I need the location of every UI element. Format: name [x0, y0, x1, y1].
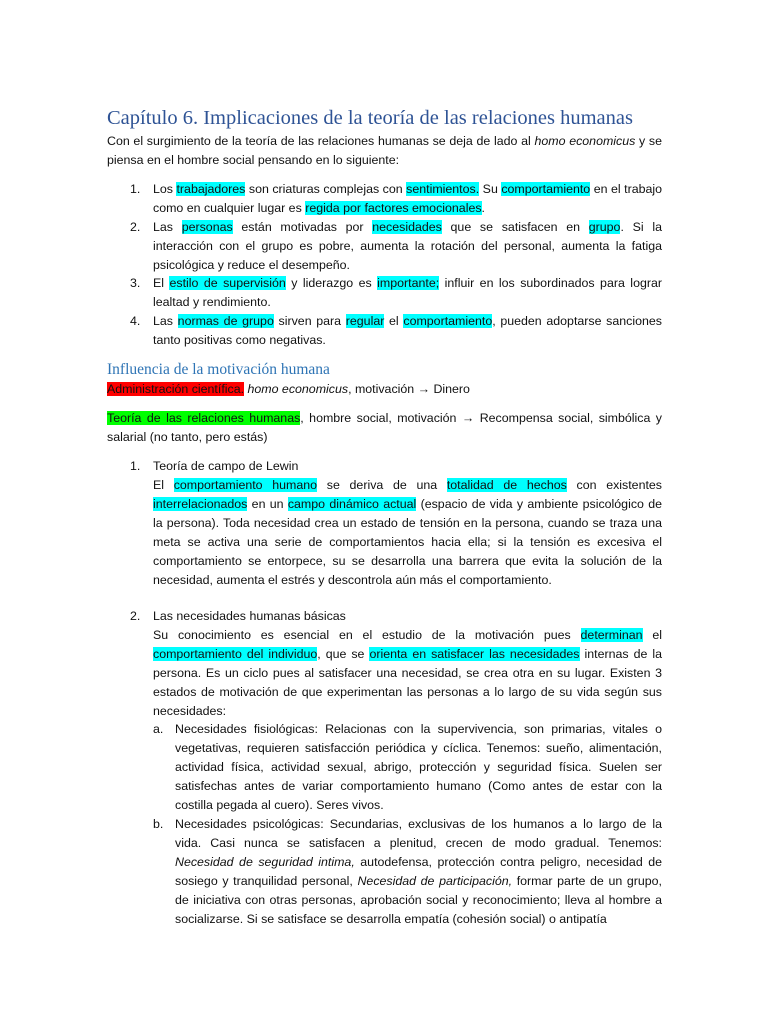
highlight: necesidades	[372, 220, 442, 234]
highlight: campo dinámico actual	[287, 497, 417, 511]
highlight: comportamiento	[403, 314, 493, 328]
list2-number-1: 1.	[130, 459, 141, 473]
highlight: regular	[345, 314, 385, 328]
green-highlight: Teoría de las relaciones humanas	[107, 411, 301, 425]
highlight: trabajadores	[176, 182, 246, 196]
highlight: totalidad de hechos	[446, 478, 567, 492]
sub-item-a: Necesidades fisiológicas: Relacionas con la supervivencia, son primarias, vitales o vegetativas, requieren satisfacción periódica y cíclica. Tenemos: sueño, alimentación, actividad física, actividad sexual, abrigo, protección y seguridad física. Suelen ser satisfechas antes de variar comportamiento humano (Como antes de estar con la costilla pegada al cuero). Seres vivos.	[175, 722, 662, 812]
intro-italic: homo economicus	[534, 134, 636, 148]
highlight: sentimientos.	[406, 182, 480, 196]
list1-item-1: Los trabajadores son criaturas complejas con sentimientos. Su comportamiento en el trabajo como en cualquier lugar es regida por factores emocionales.	[153, 182, 663, 215]
list1-item-2: Las personas están motivadas por necesidades que se satisfacen en grupo. Si la interacción con el grupo es pobre, aumenta la rotación del personal, aumenta la fatiga psicológica y reduce el desempeño.	[153, 220, 662, 272]
highlight: orienta en satisfacer las necesidades	[369, 647, 580, 661]
sub-item-b: Necesidades psicológicas: Secundarias, exclusivas de los humanos a lo largo de la vida. Casi nunca se satisfacen a plenitud, crecen de modo gradual. Tenemos: Necesidad de seguridad intima, autodefensa, protección contra peligro, necesidad de sosiego y tranquilidad personal, Necesidad de participación, formar parte de un grupo, de iniciativa con otras personas, aprobación social y reconocimiento; lleva al hombre a socializarse. Si se satisface se desarrolla empatía (cohesión social) o antipatía	[175, 817, 662, 926]
highlight: comportamiento	[501, 182, 591, 196]
list2-item-1-body: El comportamiento humano se deriva de una totalidad de hechos con existentes interrelacionados en un campo dinámico actual (espacio de vida y ambiente psicológico de la persona). Toda necesidad crea un estado de tensión en la persona, cuando se traza una meta se activa una serie de comportamientos hacia ella; si la tensión es excesiva el comportamiento se entorpece, su se desarrolla una barrera que evita la solución de la necesidad, aumenta el estrés y descontrola aún más el comportamiento.	[153, 478, 662, 587]
red-highlight: Administración científica.	[107, 382, 245, 396]
list1-number-3: 3.	[130, 276, 141, 290]
highlight: interrelacionados	[153, 497, 248, 511]
list2-item-2-title: Las necesidades humanas básicas	[153, 609, 346, 623]
list2-number-2: 2.	[130, 609, 141, 623]
highlight: importante;	[377, 276, 440, 290]
highlight: comportamiento del individuo	[153, 647, 318, 661]
intro-text-c: y se piensa en el hombre social pensando en lo siguiente:	[107, 134, 662, 167]
list1-item-3: El estilo de supervisión y liderazgo es importante; influir en los subordinados para lograr lealtad y rendimiento.	[153, 276, 662, 309]
list2-item-1-title: Teoría de campo de Lewin	[153, 459, 299, 473]
list1-number-1: 1.	[130, 182, 141, 196]
highlight: grupo	[588, 220, 621, 234]
list2-item-2-body: Su conocimiento es esencial en el estudio de la motivación pues determinan el comportamiento del individuo, que se orienta en satisfacer las necesidades internas de la persona. Es un ciclo pues al satisfacer una necesidad, se crea otra en su lugar. Existen 3 estados de motivación de que experimentan las personas a lo largo de su vida según sus necesidades:	[153, 628, 662, 718]
section-title: Influencia de la motivación humana	[107, 361, 330, 378]
list1-number-2: 2.	[130, 220, 141, 234]
intro-paragraph	[107, 132, 662, 170]
highlight: normas de grupo	[177, 314, 274, 328]
highlight: regida por factores emocionales	[305, 201, 482, 215]
admin-line: Administración científica. homo economicus, motivación → Dinero	[107, 382, 470, 396]
highlight: determinan	[580, 628, 643, 642]
chapter-title: Capítulo 6. Implicaciones de la teoría de las relaciones humanas	[107, 107, 633, 129]
list1-number-4: 4.	[130, 314, 141, 328]
highlight: personas	[181, 220, 233, 234]
relaciones-paragraph: Teoría de las relaciones humanas, hombre social, motivación → Recompensa social, simbólica y salarial (no tanto, pero estás)	[107, 411, 663, 444]
highlight: comportamiento humano	[173, 478, 318, 492]
intro-text-a: Con el surgimiento de la teoría de las relaciones humanas se deja de lado al	[107, 134, 535, 148]
highlight: estilo de supervisión	[169, 276, 286, 290]
sub-letter-b: b.	[153, 817, 164, 831]
sub-letter-a: a.	[153, 722, 164, 736]
list1-item-4: Las normas de grupo sirven para regular el comportamiento, pueden adoptarse sanciones tanto positivas como negativas.	[153, 314, 662, 347]
